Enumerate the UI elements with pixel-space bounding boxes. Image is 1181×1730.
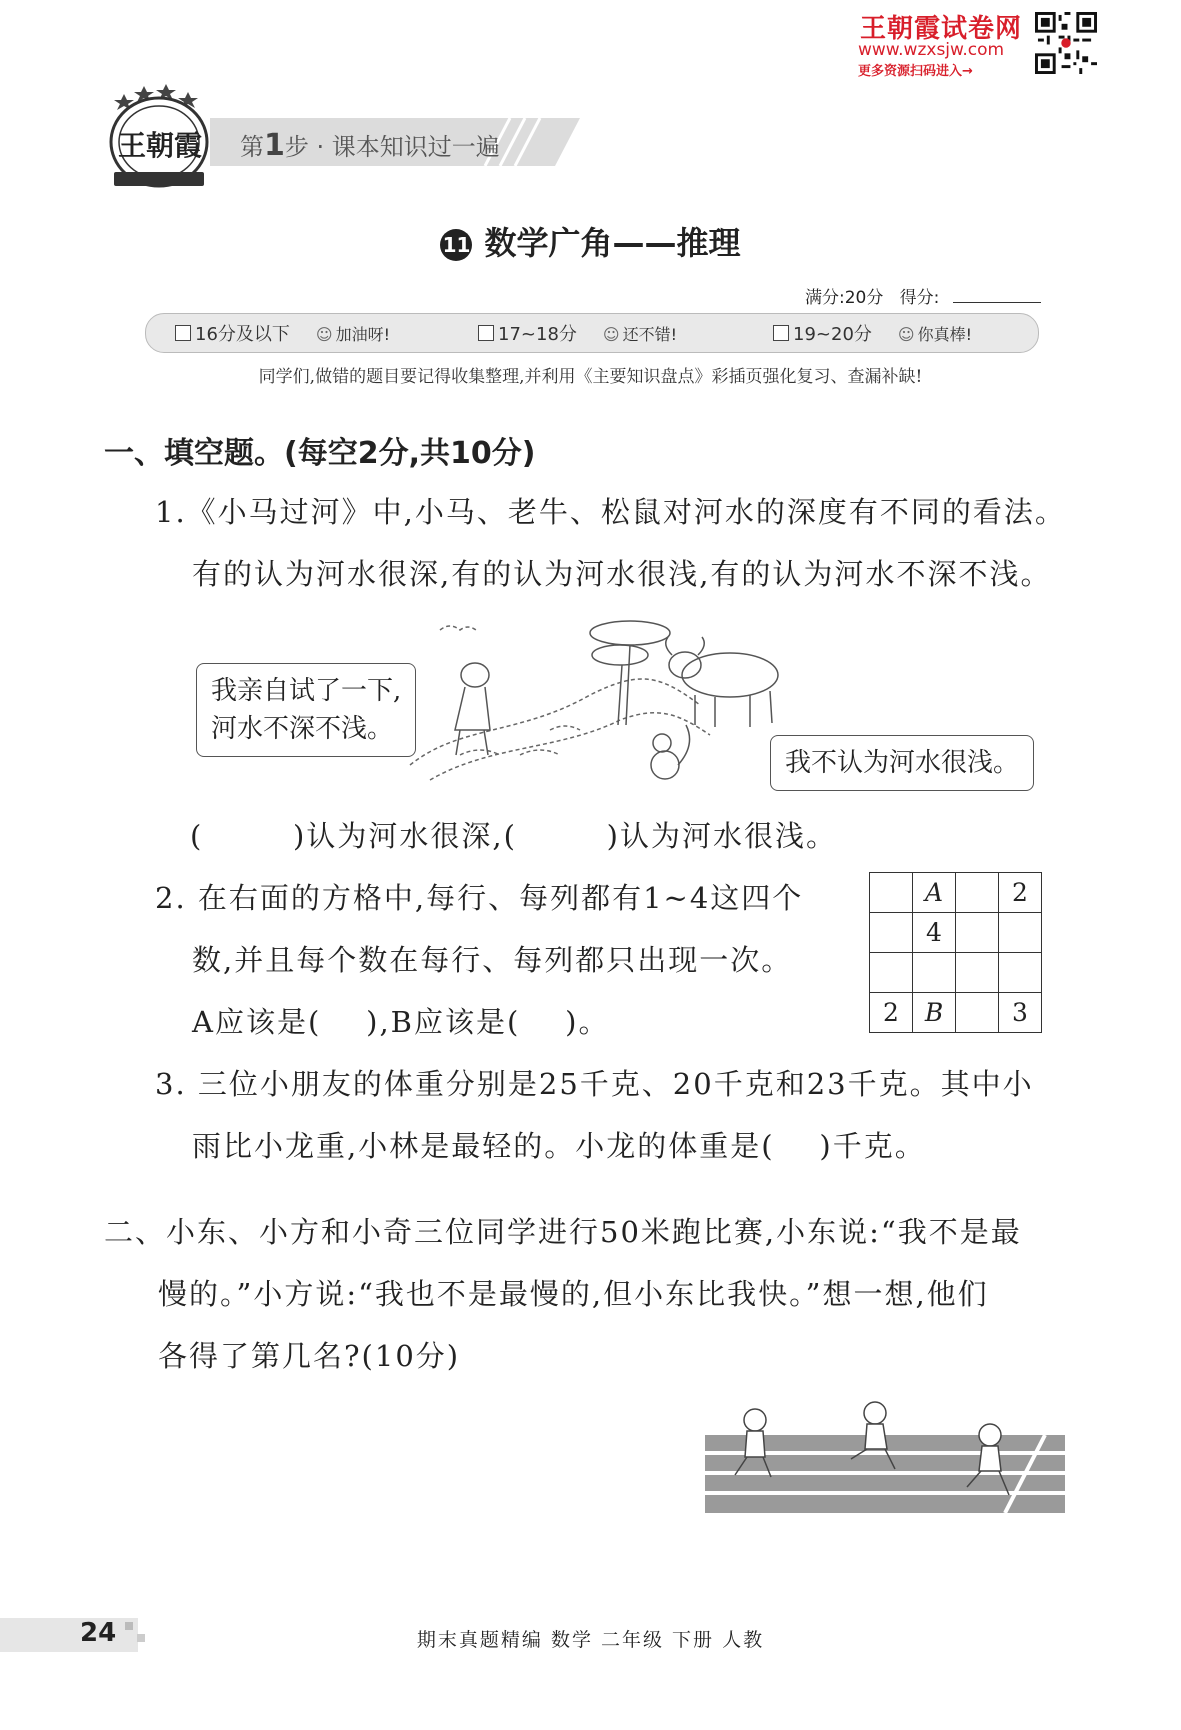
step-number: 1 [264, 128, 285, 163]
q3-line2[interactable]: 雨比小龙重,小林是最轻的。小龙的体重是( )千克。 [192, 1129, 926, 1163]
grid-cell [999, 913, 1042, 953]
score-blank[interactable] [953, 302, 1041, 303]
qr-code-icon[interactable] [1035, 12, 1097, 74]
logo-text: 王朝霞 [118, 129, 203, 162]
grid-cell [999, 953, 1042, 993]
grid-row [870, 953, 1042, 993]
grid-row [870, 913, 1042, 953]
rating-range: 16分及以下 [195, 324, 290, 345]
grid-cell: 3 [999, 993, 1042, 1033]
running-track-illustration [705, 1395, 1065, 1515]
grid-cell [870, 953, 913, 993]
grid-row [870, 873, 1042, 913]
grid-cell: 4 [913, 913, 956, 953]
grid-cell [913, 953, 956, 993]
grid-cell [870, 913, 913, 953]
brand-name: 王朝霞试卷网 [860, 14, 1023, 44]
lesson-number: 11 [440, 229, 472, 261]
rating-range: 17~18分 [498, 324, 577, 345]
grid-cell: B [913, 993, 956, 1033]
score-info [805, 283, 939, 308]
grid-cell [956, 913, 999, 953]
q2-line1: 2. 在右面的方格中,每行、每列都有1~4这四个 [155, 881, 804, 915]
book-info: 期末真题精编 数学 二年级 下册 人教 [416, 1629, 765, 1651]
river-illustration [400, 615, 800, 785]
speech-bubble-horse [196, 663, 416, 757]
checkbox[interactable] [175, 325, 191, 341]
step-suffix: 步 · 课本知识过一遍 [284, 133, 500, 161]
page-title [0, 218, 1181, 264]
score-label: 得分: [899, 288, 940, 308]
step-label [240, 127, 500, 163]
q1-line1: 1.《小马过河》中,小马、老牛、松鼠对河水的深度有不同的看法。 [155, 495, 1066, 529]
grid-cell [956, 873, 999, 913]
notice-text: 同学们,做错的题目要记得收集整理,并利用《主要知识盘点》彩插页强化复习、查漏补缺! [258, 367, 923, 387]
bubble-horse-line1: 我亲自试了一下, [211, 676, 402, 706]
checkbox[interactable] [773, 325, 789, 341]
grid-cell [956, 993, 999, 1033]
bubble-horse-line2: 河水不深不浅。 [211, 714, 394, 744]
section2-line3: 各得了第几名?(10分) [158, 1339, 461, 1373]
grid-row [870, 993, 1042, 1033]
grid-cell: 2 [870, 993, 913, 1033]
section2-line2: 慢的。”小方说:“我也不是最慢的,但小东比我快。”想一想,他们 [158, 1277, 989, 1311]
grid-cell [870, 873, 913, 913]
rating-item [773, 320, 972, 346]
grid-cell: A [913, 873, 956, 913]
checkbox[interactable] [478, 325, 494, 341]
rating-tag: ☺ 你真棒! [898, 325, 972, 344]
full-score: 满分:20分 [805, 288, 884, 308]
title-text: 数学广角——推理 [484, 224, 741, 262]
section2-line1: 二、小东、小方和小奇三位同学进行50米跑比赛,小东说:“我不是最 [104, 1215, 1022, 1249]
q1-line2: 有的认为河水很深,有的认为河水很浅,有的认为河水不深不浅。 [192, 557, 1052, 591]
page-number: 24 [80, 1618, 117, 1648]
rating-item [478, 320, 677, 346]
q3-line1: 3. 三位小朋友的体重分别是25千克、20千克和23千克。其中小 [155, 1067, 1034, 1101]
step-prefix: 第 [240, 133, 264, 161]
brand-url[interactable]: www.wzxsjw.com [858, 40, 1005, 60]
speech-bubble-squirrel: 我不认为河水很浅。 [770, 735, 1034, 791]
rating-tag: ☺ 还不错! [603, 325, 677, 344]
q2-line2: 数,并且每个数在每行、每列都只出现一次。 [192, 943, 793, 977]
section1-heading: 一、填空题。(每空2分,共10分) [104, 436, 536, 471]
rating-item [175, 320, 390, 346]
number-grid [869, 872, 1042, 1033]
grid-cell [956, 953, 999, 993]
q1-answer-line[interactable]: ( )认为河水很深,( )认为河水很浅。 [190, 819, 837, 853]
brand-scan-text: 更多资源扫码进入→ [858, 64, 973, 79]
grid-cell: 2 [999, 873, 1042, 913]
q2-answer-line[interactable]: A应该是( ),B应该是( )。 [192, 1005, 610, 1039]
rating-tag: ☺ 加油呀! [316, 325, 390, 344]
rating-range: 19~20分 [793, 324, 872, 345]
